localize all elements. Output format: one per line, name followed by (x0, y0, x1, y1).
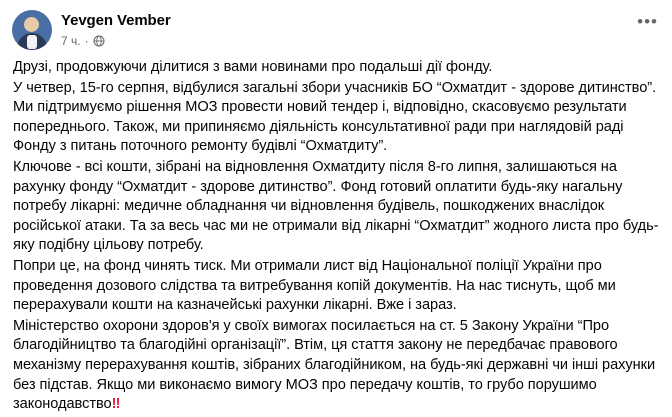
avatar-head (24, 17, 39, 32)
post-paragraph: Друзі, продовжуючи ділитися з вами новинами про подальші дії фонду. (13, 59, 493, 75)
meta-separator: · (84, 34, 89, 48)
avatar[interactable] (12, 10, 52, 50)
author-name[interactable]: Yevgen Vember (61, 12, 171, 29)
avatar-shirt (27, 35, 37, 49)
post-paragraph: Ключове - всі кошти, зібрані на відновлення Охматдиту після 8-го липня, залишаються на рахунку фонду “Охматдит - здорове дитинство”. Фонд готовий оплатити будь-яку нагальну потребу лікарні: медичне обладнання чи відновлення будівель, пошкоджених внаслідок російської атаки. Та за весь час ми не отримали від лікарні “Охматдит” жодного листа про будь-яку подібну цільову потребу. (13, 158, 659, 254)
post-paragraph: У четвер, 15-го серпня, відбулися загальні збори учасників БО “Охматдит - здорове дитинство”. Ми підтримуємо рішення МОЗ провести новий тендер і, відповідно, скасовуємо результати попереднього. Також, ми припиняємо діяльність консультативної ради при наглядовій раді Фонду з питань поточного ремонту будівлі “Охматдиту”. (13, 79, 657, 155)
post-header (0, 0, 672, 54)
post-body (0, 54, 672, 415)
more-options-icon[interactable]: ••• (637, 12, 658, 31)
post-paragraph-final (13, 317, 659, 415)
post-meta (61, 33, 171, 49)
post-header-text (61, 10, 171, 49)
post-paragraph-text: Міністерство охорони здоров'я у своїх вимогах посилається на ст. 5 Закону України “Про благодійництво та благодійні організації”. Втім, ця стаття закону не передбачає правового механізму перерахування коштів, зібраних благодійником, на будь-які державні чи інші рахунки без підстав. Якщо ми виконаємо вимогу МОЗ про передачу коштів, то грубо порушимо законодавство (13, 317, 656, 413)
post-paragraph: Попри це, на фонд чинять тиск. Ми отримали лист від Національної поліції України про проведення дозового слідства та витребування копій документів. На нас тиснуть, щоб ми перерахували кошти на казначейські рахунки лікарні. Вже і зараз. (13, 257, 616, 314)
double-exclamation-icon: ‼ (111, 396, 120, 413)
globe-icon[interactable] (93, 35, 105, 47)
post-timestamp[interactable]: 7 ч. (61, 34, 81, 48)
